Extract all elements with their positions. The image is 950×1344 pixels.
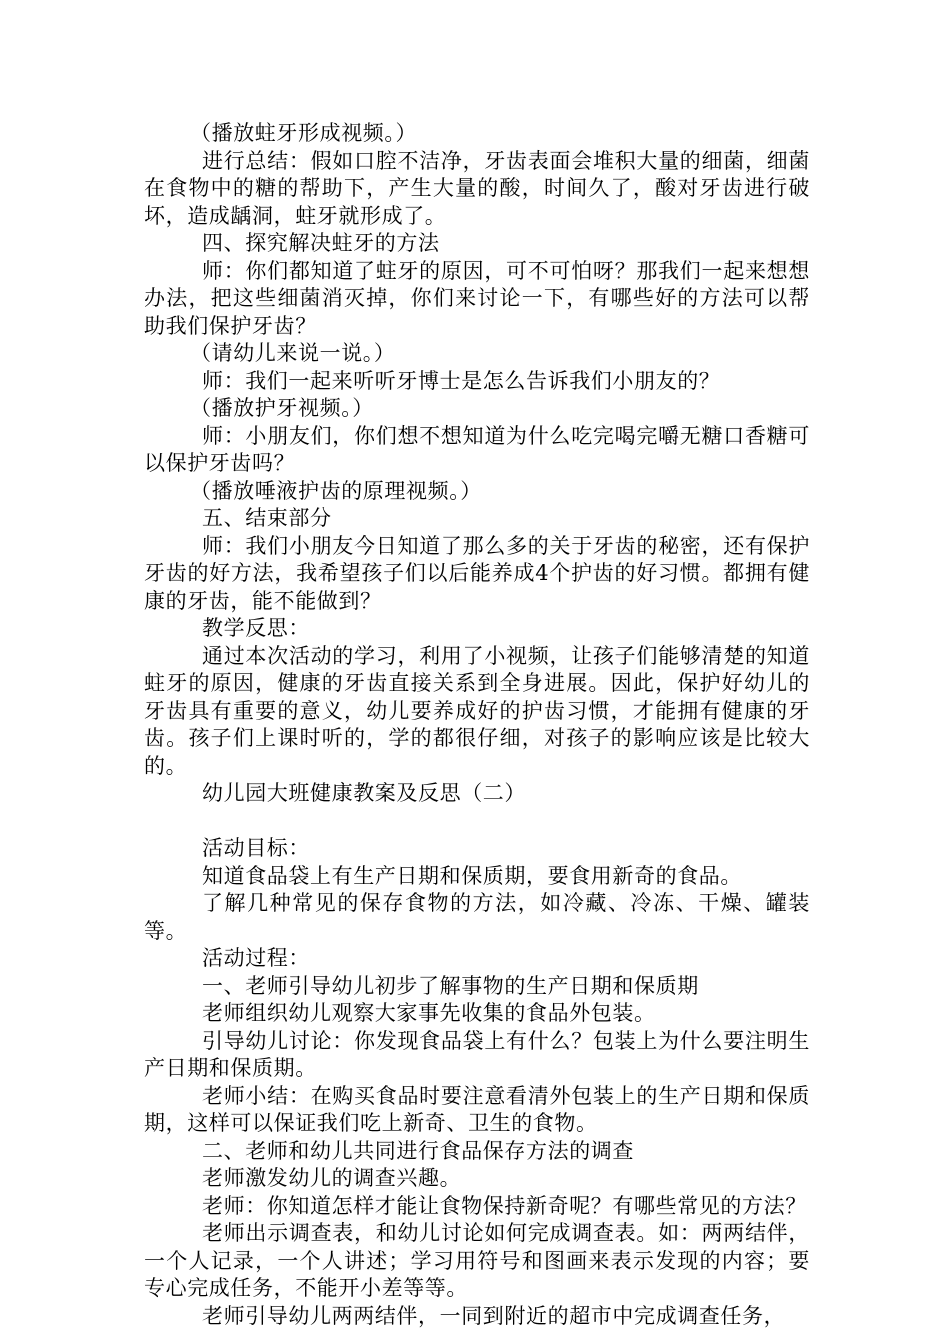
paragraph: 老师出示调查表，和幼儿讨论如何完成调查表。如：两两结伴，一个人记录，一个人讲述；学习用符号和图画来表示发现的内容；要专心完成任务，不能开小差等等。 [144,1221,810,1300]
paragraph: （播放唾液护齿的原理视频。） [190,478,482,503]
paragraph: 师：小朋友们，你们想不想知道为什么吃完喝完嚼无糖口香糖可以保护牙齿吗？ [144,423,810,475]
paragraph: 老师组织幼儿观察大家事先收集的食品外包装。 [202,1001,656,1025]
section-heading: 四、探究解决蛀牙的方法 [202,231,440,255]
document-title: 幼儿园大班健康教案及反思（二） [202,781,526,805]
section-heading: 五、结束部分 [202,506,332,530]
blank-line [144,808,810,836]
paragraph: 老师引导幼儿两两结伴，一同到附近的超市中完成调查任务， [202,1303,786,1328]
section-heading: 教学反思： [202,616,310,640]
paragraph: （播放护牙视频。） [190,396,374,420]
paragraph: （播放蛀牙形成视频。） [190,121,418,145]
paragraph: 老师小结：在购买食品时要注意看清外包装上的生产日期和保质期，这样可以保证我们吃上新奇、卫生的食物。 [144,1083,810,1135]
paragraph: 了解几种常见的保存食物的方法，如冷藏、冷冻、干燥、罐装等。 [144,891,810,943]
paragraph: 老师：你知道怎样才能让食物保持新奇呢？有哪些常见的方法？ [202,1193,807,1218]
section-heading: 一、老师引导幼儿初步了解事物的生产日期和保质期 [202,973,699,998]
paragraph: 通过本次活动的学习，利用了小视频，让孩子们能够清楚的知道蛀牙的原因，健康的牙齿直接关系到全身进展。因此，保护好幼儿的牙齿具有重要的意义，幼儿要养成好的护齿习惯，才能拥有健康的牙齿。孩子们上课时听的，学的都很仔细，对孩子的影响应该是比较大的。 [144,643,810,778]
paragraph: 师：我们小朋友今日知道了那么多的关于牙齿的秘密，还有保护牙齿的好方法，我希望孩子们以后能养成4个护齿的好习惯。都拥有健康的牙齿，能不能做到？ [144,533,810,613]
paragraph: 老师激发幼儿的调查兴趣。 [202,1166,462,1190]
paragraph: （请幼儿来说一说。） [190,341,396,365]
paragraph: 引导幼儿讨论：你发现食品袋上有什么？包装上为什么要注明生产日期和保质期。 [144,1028,810,1080]
section-heading: 二、老师和幼儿共同进行食品保存方法的调查 [202,1138,634,1163]
section-heading: 活动目标： [202,836,310,860]
paragraph: 知道食品袋上有生产日期和保质期，要食用新奇的食品。 [202,863,742,888]
paragraph: 师：你们都知道了蛀牙的原因，可不可怕呀？那我们一起来想想办法，把这些细菌消灭掉，你们来讨论一下，有哪些好的方法可以帮助我们保护牙齿？ [144,258,810,338]
paragraph: 进行总结：假如口腔不洁净，牙齿表面会堆积大量的细菌，细菌在食物中的糖的帮助下，产生大量的酸，时间久了，酸对牙齿进行破坏，造成龋洞，蛀牙就形成了。 [144,148,810,228]
document-body [144,120,810,1330]
paragraph: 师：我们一起来听听牙博士是怎么告诉我们小朋友的？ [202,368,721,393]
section-heading: 活动过程： [202,946,310,970]
